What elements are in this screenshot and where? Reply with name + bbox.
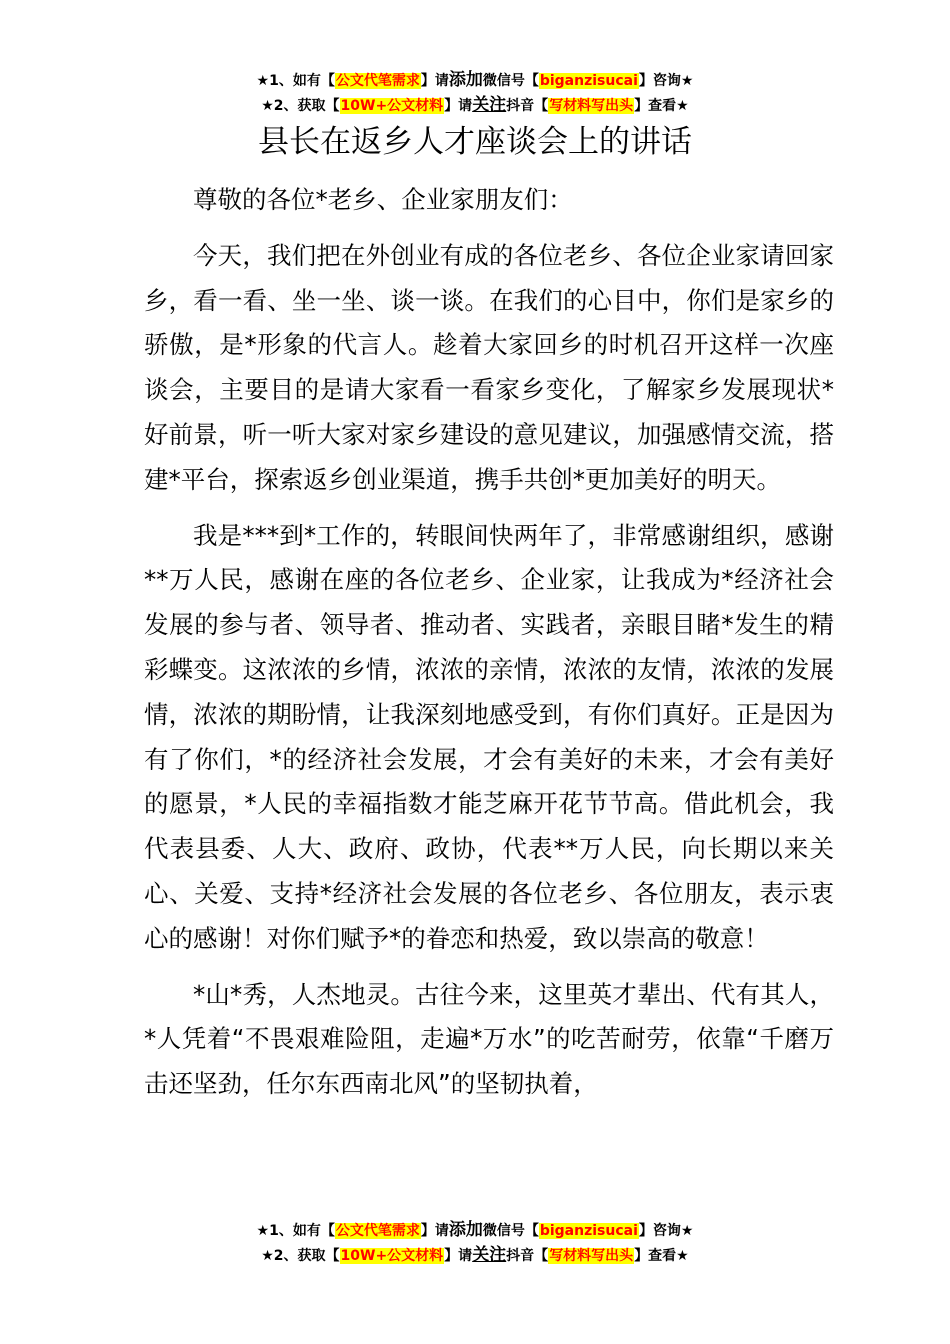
promo-highlight-wechat-id: biganzisucai [539, 1223, 638, 1239]
promo-text-emphasis: 添加 [448, 70, 483, 90]
promo-line-2 [0, 93, 950, 118]
promo-text-emphasis: 关注 [472, 1245, 507, 1265]
promo-text-emphasis: 关注 [472, 95, 507, 115]
promo-text: ★2、获取【 [261, 98, 340, 114]
promo-highlight-wechat-id: biganzisucai [539, 73, 638, 89]
promo-text: 微信号【 [482, 1223, 539, 1239]
promo-text: 】查看★ [634, 1248, 689, 1264]
promo-highlight-writing-service: 公文代笔需求 [335, 73, 420, 89]
promo-text: 】咨询★ [638, 73, 694, 89]
promo-highlight-writing-service: 公文代笔需求 [335, 1223, 420, 1239]
promo-highlight-materials: 10W+公文材料 [340, 1248, 444, 1264]
promo-text: ★1、如有【 [256, 1223, 335, 1239]
body-paragraph: *山*秀，人杰地灵。古往今来，这里英才辈出、代有其人，*人凭着“不畏艰难险阻，走遍*万水”的吃苦耐劳，依靠“千磨万击还坚劲，任尔东西南北风”的坚韧执着， [144, 979, 834, 1099]
promo-text: 】请 [444, 98, 473, 114]
body-paragraph: 我是***到*工作的，转眼间快两年了，非常感谢组织，感谢**万人民，感谢在座的各位老乡、企业家，让我成为*经济社会发展的参与者、领导者、推动者、实践者，亲眼目睹*发生的精彩蝶变。这浓浓的乡情，浓浓的亲情，浓浓的友情，浓浓的发展情，浓浓的期盼情，让我深刻地感受到，有你们真好。正是因为有了你们，*的经济社会发展，才会有美好的未来，才会有美好的愿景，*人民的幸福指数才能芝麻开花节节高。借此机会，我代表县委、人大、政府、政协，代表**万人民，向长期以来关心、关爱、支持*经济社会发展的各位老乡、各位朋友，表示衷心的感谢！对你们赋予*的眷恋和热爱，致以崇高的敬意！ [144, 520, 834, 953]
promo-text-emphasis: 添加 [448, 1220, 483, 1240]
promo-text: 】查看★ [634, 98, 689, 114]
promo-text: 】请 [444, 1248, 473, 1264]
promo-highlight-douyin-account: 写材料写出头 [549, 1248, 634, 1264]
promo-text: ★1、如有【 [256, 73, 335, 89]
promo-highlight-materials: 10W+公文材料 [340, 98, 444, 114]
body-paragraph: 今天，我们把在外创业有成的各位老乡、各位企业家请回家乡，看一看、坐一坐、谈一谈。在我们的心目中，你们是家乡的骄傲，是*形象的代言人。趁着大家回乡的时机召开这样一次座谈会，主要目的是请大家看一看家乡变化，了解家乡发展现状*好前景，听一听大家对家乡建设的意见建议，加强感情交流，搭建*平台，探索返乡创业渠道，携手共创*更加美好的明天。 [144, 240, 834, 494]
promo-text: 抖音【 [506, 1248, 549, 1264]
promo-line-1 [0, 68, 950, 93]
promo-text: ★2、获取【 [261, 1248, 340, 1264]
salutation-paragraph: 尊敬的各位*老乡、企业家朋友们： [193, 185, 573, 214]
promo-text: 】请 [420, 1223, 449, 1239]
promo-text: 】咨询★ [638, 1223, 694, 1239]
promo-highlight-douyin-account: 写材料写出头 [549, 98, 634, 114]
document-title: 县长在返乡人才座谈会上的讲话 [258, 124, 692, 160]
promo-text: 】请 [420, 73, 449, 89]
promo-line-1 [0, 1218, 950, 1243]
promo-text: 抖音【 [506, 98, 549, 114]
footer-promo [0, 1218, 950, 1268]
document-body [144, 178, 834, 1107]
promo-text: 微信号【 [482, 73, 539, 89]
header-promo [0, 68, 950, 118]
promo-line-2 [0, 1243, 950, 1268]
